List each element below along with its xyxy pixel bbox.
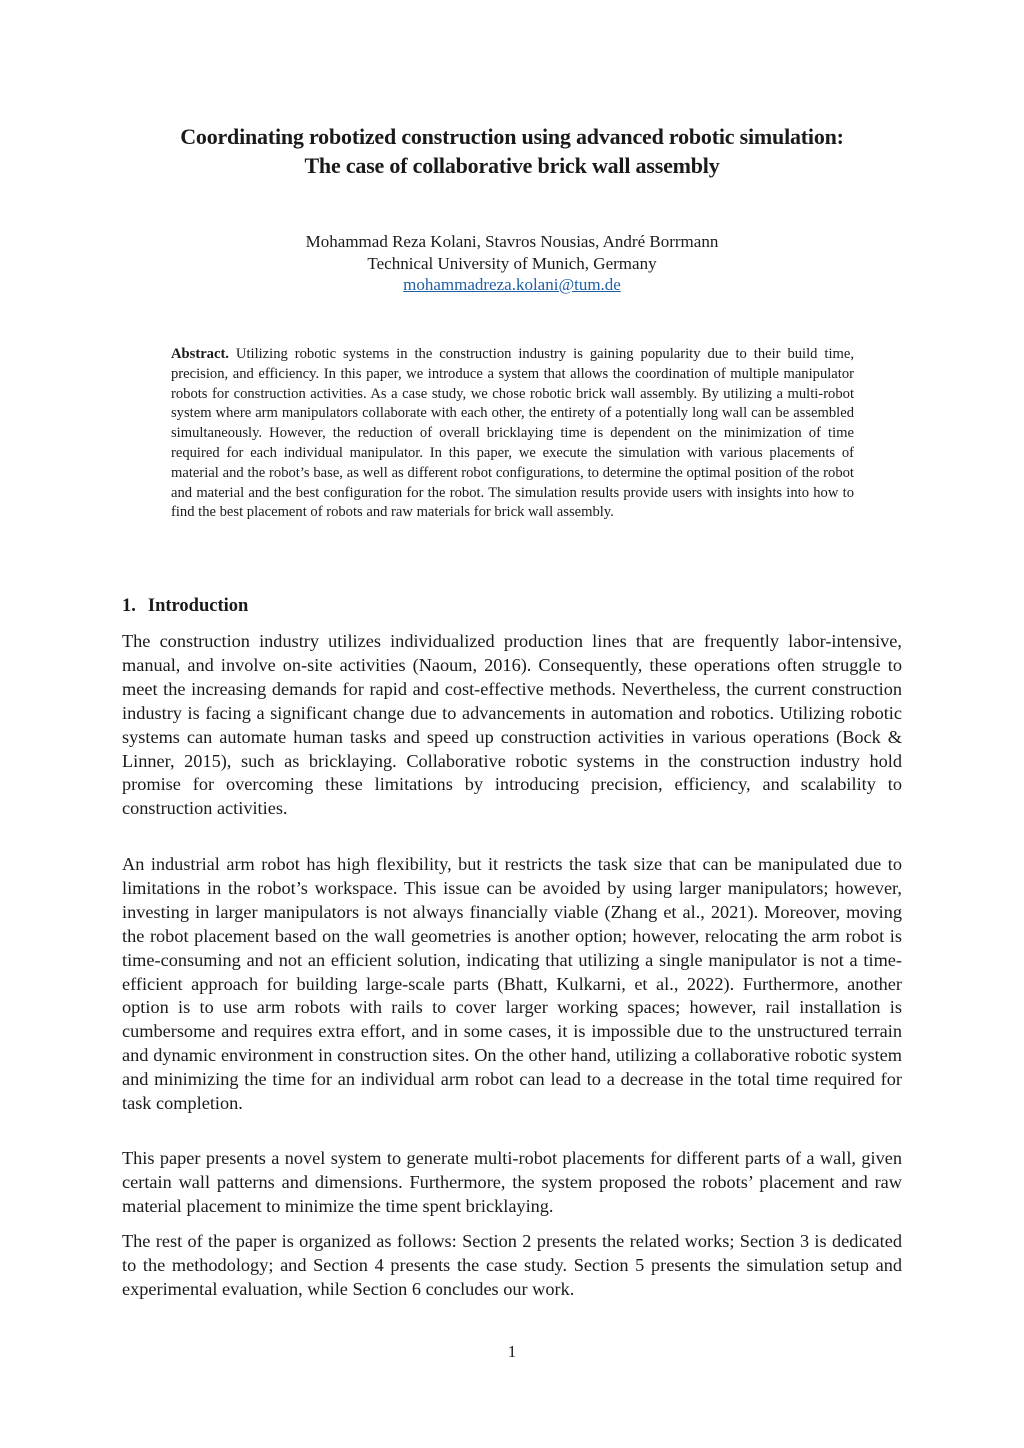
author-block (100, 231, 924, 296)
section-title: Introduction (147, 596, 249, 616)
abstract-label: Abstract. (171, 346, 229, 362)
intro-paragraph-4: The rest of the paper is organized as follows: Section 2 presents the related works; Section 3 is dedicated to the methodology; and Section 4 presents the case study. Section 5 presents the simulation setup and experimental evaluation, while Section 6 concludes our work. (122, 1231, 902, 1299)
abstract-text: Utilizing robotic systems in the construction industry is gaining popularity due to their build time, precision, and efficiency. In this paper, we introduce a system that allows the coordination of multiple manipulator robots for construction activities. As a case study, we chose robotic brick wall assembly. By utilizing a multi-robot system where arm manipulators collaborate with each other, the entirety of a potentially long wall can be assembled simultaneously. However, the reduction of overall bricklaying time is dependent on the minimization of time required for each individual manipulator. In this paper, we execute the simulation with various placements of material and the robot’s base, as well as different robot configurations, to determine the optimal position of the robot and material and the best configuration for the robot. The simulation results provide users with insights into how to find the best placement of robots and raw materials for brick wall assembly. (171, 346, 854, 521)
section-heading-introduction (122, 596, 248, 617)
author-names: Mohammad Reza Kolani, Stavros Nousias, André Borrmann (305, 232, 719, 251)
title-line-1: Coordinating robotized construction using advanced robotic simulation: (180, 124, 844, 149)
author-affiliation: Technical University of Munich, Germany (367, 253, 657, 273)
author-email-link[interactable]: mohammadreza.kolani@tum.de (403, 275, 621, 294)
section-number: 1. (122, 596, 136, 616)
intro-paragraph-2: An industrial arm robot has high flexibility, but it restricts the task size that can be manipulated due to limitations in the robot’s workspace. This issue can be avoided by using larger manipulators; however, investing in larger manipulators is not always financially viable (Zhang et al., 2021). Moreover, moving the robot placement based on the wall geometries is another option; however, relocating the arm robot is time-consuming and not an efficient solution, indicating that utilizing a single manipulator is not a time-efficient approach for building large-scale parts (Bhatt, Kulkarni, et al., 2022). Furthermore, another option is to use arm robots with rails to cover larger working spaces; however, rail installation is cumbersome and requires extra effort, and in some cases, it is impossible due to the unstructured terrain and dynamic environment in construction sites. On the other hand, utilizing a collaborative robotic system and minimizing the time for an individual arm robot can lead to a decrease in the total time required for task completion. (122, 854, 902, 1114)
paper-title (100, 122, 924, 180)
abstract (171, 345, 854, 523)
intro-paragraph-3: This paper presents a novel system to generate multi-robot placements for different parts of a wall, given certain wall patterns and dimensions. Furthermore, the system proposed the robots’ placement and raw material placement to minimize the time spent bricklaying. (122, 1148, 902, 1216)
intro-paragraph-1: The construction industry utilizes individualized production lines that are frequently labor-intensive, manual, and involve on-site activities (Naoum, 2016). Consequently, these operations often struggle to meet the increasing demands for rapid and cost-effective methods. Nevertheless, the current construction industry is facing a significant change due to advancements in automation and robotics. Utilizing robotic systems can automate human tasks and speed up construction activities in various operations (Bock & Linner, 2015), such as bricklaying. Collaborative robotic systems in the construction industry hold promise for overcoming these limitations by introducing precision, efficiency, and scalability to construction activities. (122, 631, 902, 819)
title-line-2: The case of collaborative brick wall assembly (304, 153, 720, 178)
page-number: 1 (507, 1342, 517, 1361)
